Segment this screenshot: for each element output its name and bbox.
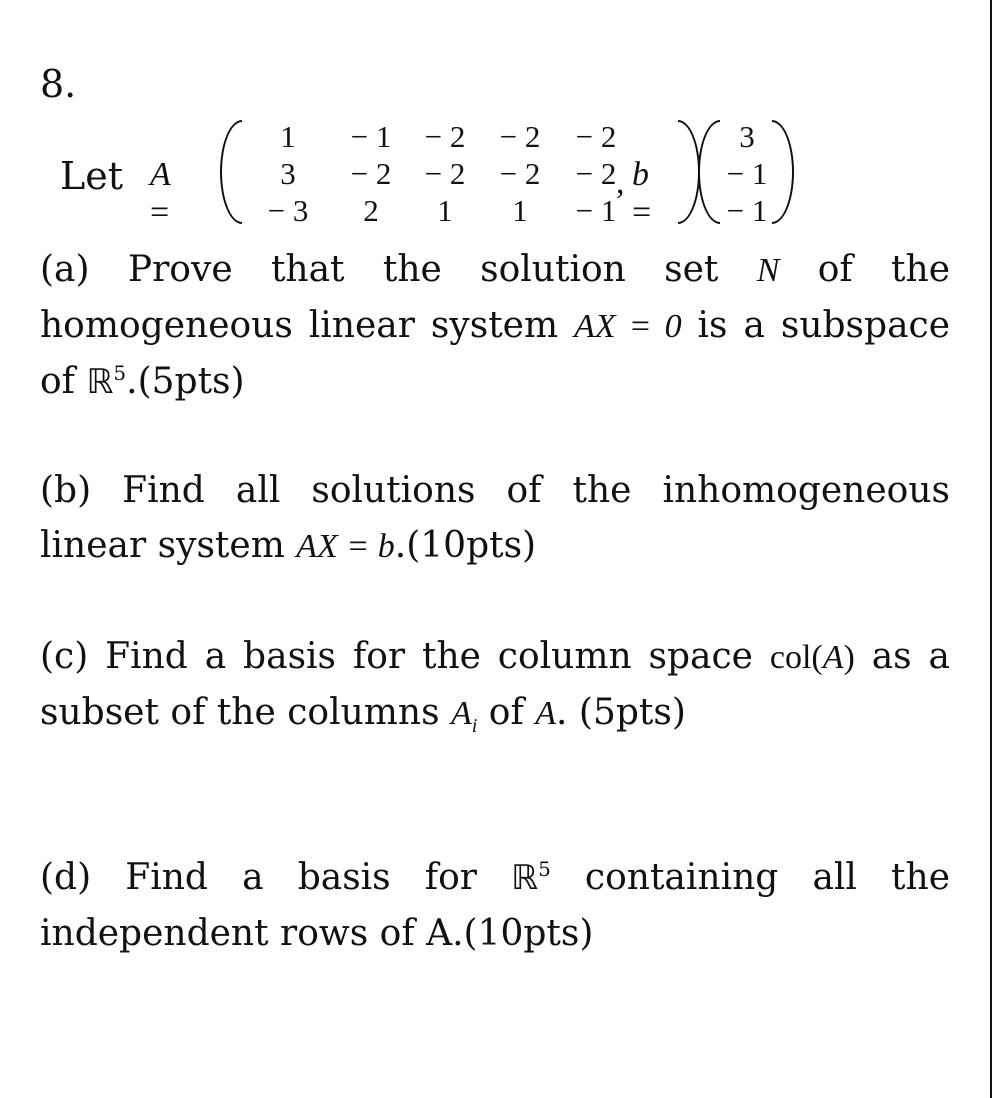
math-col: col( [769, 639, 823, 676]
matrix-a-symbol: A [150, 156, 171, 193]
part-c-text: as a subset of the columns [40, 636, 950, 733]
exponent: 5 [538, 857, 551, 881]
math-ax-b: AX = b [296, 528, 395, 565]
matrix-a-entry: − 2 [575, 119, 617, 154]
part-c-points: . (5pts) [556, 692, 686, 733]
exponent: 5 [113, 361, 127, 385]
part-b [40, 463, 950, 574]
left-paren [220, 120, 242, 224]
vector-b-entry: − 1 [726, 156, 768, 191]
part-c [40, 629, 950, 741]
matrix-a-entry: − 2 [575, 156, 617, 191]
matrix-a-entry: − 3 [267, 193, 309, 228]
part-c-text: of [477, 692, 536, 733]
math-reals: ℝ [511, 860, 539, 897]
matrix-a-entry: − 1 [350, 119, 392, 154]
math-ax-zero: AX = 0 [574, 308, 682, 345]
right-paren [772, 120, 794, 224]
matrix-a-entry: − 2 [424, 119, 466, 154]
right-margin-rule [990, 0, 992, 1098]
matrix-a-entry: − 2 [499, 156, 541, 191]
part-b-text: (b) Find all solutions of the inhomogeneous linear system [40, 470, 950, 566]
math-a: A [535, 695, 557, 732]
math-n: N [756, 252, 780, 289]
vector-b-symbol: b [632, 156, 649, 193]
part-d-text: containing all the independent rows of A.(10pts) [40, 857, 951, 954]
equals-sign: = [150, 194, 170, 231]
matrix-a [220, 118, 700, 230]
matrix-a-entry: 2 [363, 193, 379, 228]
vector-b-entry: − 1 [726, 193, 768, 228]
math-a: A [822, 639, 844, 676]
part-a-text: (a) Prove that the solution set [40, 249, 757, 290]
matrix-a-entry: − 2 [499, 119, 541, 154]
matrix-a-entry: 3 [280, 156, 296, 191]
vector-b [698, 118, 794, 230]
math-reals: ℝ [86, 364, 114, 401]
right-paren [678, 120, 700, 224]
let-word: Let [60, 154, 123, 198]
part-a [40, 242, 950, 410]
vector-b-entry: 3 [739, 119, 755, 154]
problem-number: 8. [40, 62, 77, 106]
matrix-a-entry: 1 [280, 119, 296, 154]
matrix-a-entry: − 1 [575, 193, 617, 228]
matrix-a-label [150, 156, 171, 232]
comma: , [616, 164, 625, 201]
part-a-points: .(5pts) [126, 361, 245, 402]
equals-sign: = [632, 194, 652, 231]
part-a-text: is a subspace of [40, 305, 951, 402]
part-a-text: of the homogeneous linear system [40, 249, 951, 346]
matrix-a-entry: − 2 [350, 156, 392, 191]
vector-b-label [632, 156, 651, 232]
part-d [40, 850, 950, 961]
matrix-a-entry: 1 [512, 193, 528, 228]
matrix-a-entry: − 2 [424, 156, 466, 191]
matrix-a-entry: 1 [437, 193, 453, 228]
subscript: i [471, 715, 478, 738]
part-b-points: .(10pts) [394, 525, 537, 566]
part-c-text: (c) Find a basis for the column space [40, 636, 770, 677]
math-a-i: A [451, 695, 472, 732]
math-paren: ) [843, 639, 855, 676]
part-d-text: (d) Find a basis for [40, 857, 512, 898]
